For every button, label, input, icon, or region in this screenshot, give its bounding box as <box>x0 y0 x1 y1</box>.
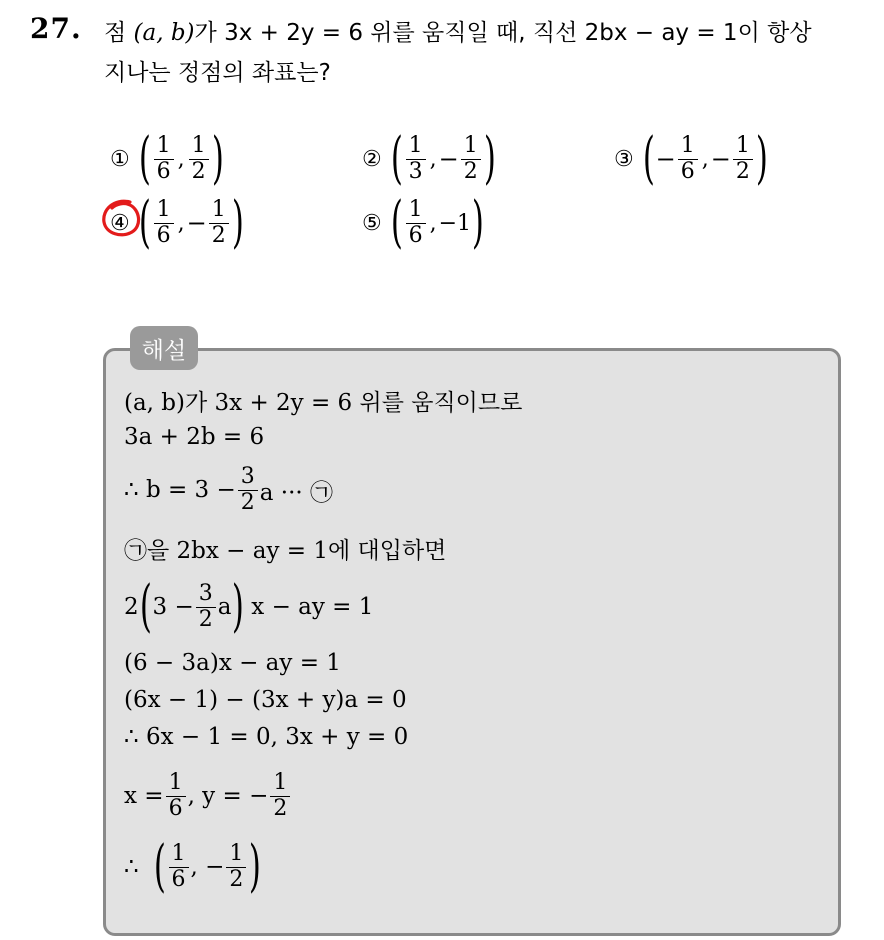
option-3[interactable]: ③ ( − $\frac{1}{6}$ , − $\frac{1}{2}$ ) <box>614 126 768 191</box>
question-line-1: 점 (a, b)가 3x + 2y = 6 위를 움직일 때, 직선 2bx − ay = 1이 항상 <box>104 20 812 46</box>
problem-number: 27. <box>30 12 82 45</box>
option-2[interactable]: ② ( $\frac{1}{3}$ , − $\frac{1}{2}$ ) <box>362 126 496 191</box>
solution-line-8: ∴ 6x − 1 = 0, 3x + y = 0 <box>124 724 409 750</box>
option-4[interactable]: ④ ( $\frac{1}{6}$ , − $\frac{1}{2}$ ) <box>110 190 244 255</box>
solution-line-3: ∴ b = 3 − $\frac{3}{2}$ a ··· ㉠ <box>124 464 334 515</box>
solution-line-9: x = $\frac{1}{6}$ , y = − $\frac{1}{2}$ <box>124 764 292 828</box>
solution-line-2: 3a + 2b = 6 <box>124 424 265 450</box>
option-5[interactable]: ⑤ ( $\frac{1}{6}$ , −1 ) <box>362 190 484 255</box>
option-1[interactable]: ① ( $\frac{1}{6}$ , $\frac{1}{2}$ ) <box>110 126 224 191</box>
solution-line-1: (a, b)가 3x + 2y = 6 위를 움직이므로 <box>124 390 523 416</box>
answer-circle-mark <box>100 196 144 240</box>
solution-line-10: ∴ ( $\frac{1}{6}$ , − $\frac{1}{2}$ ) <box>124 834 262 899</box>
solution-tag: 해설 <box>130 326 198 370</box>
solution-line-6: (6 − 3a)x − ay = 1 <box>124 650 341 676</box>
solution-line-4: ㉠을 2bx − ay = 1에 대입하면 <box>124 538 447 564</box>
solution-line-5: 2 ( 3 − $\frac{3}{2}$ a ) x − ay = 1 <box>124 574 374 639</box>
question-line-2: 지나는 정점의 좌표는? <box>104 60 331 86</box>
solution-line-7: (6x − 1) − (3x + y)a = 0 <box>124 687 407 713</box>
